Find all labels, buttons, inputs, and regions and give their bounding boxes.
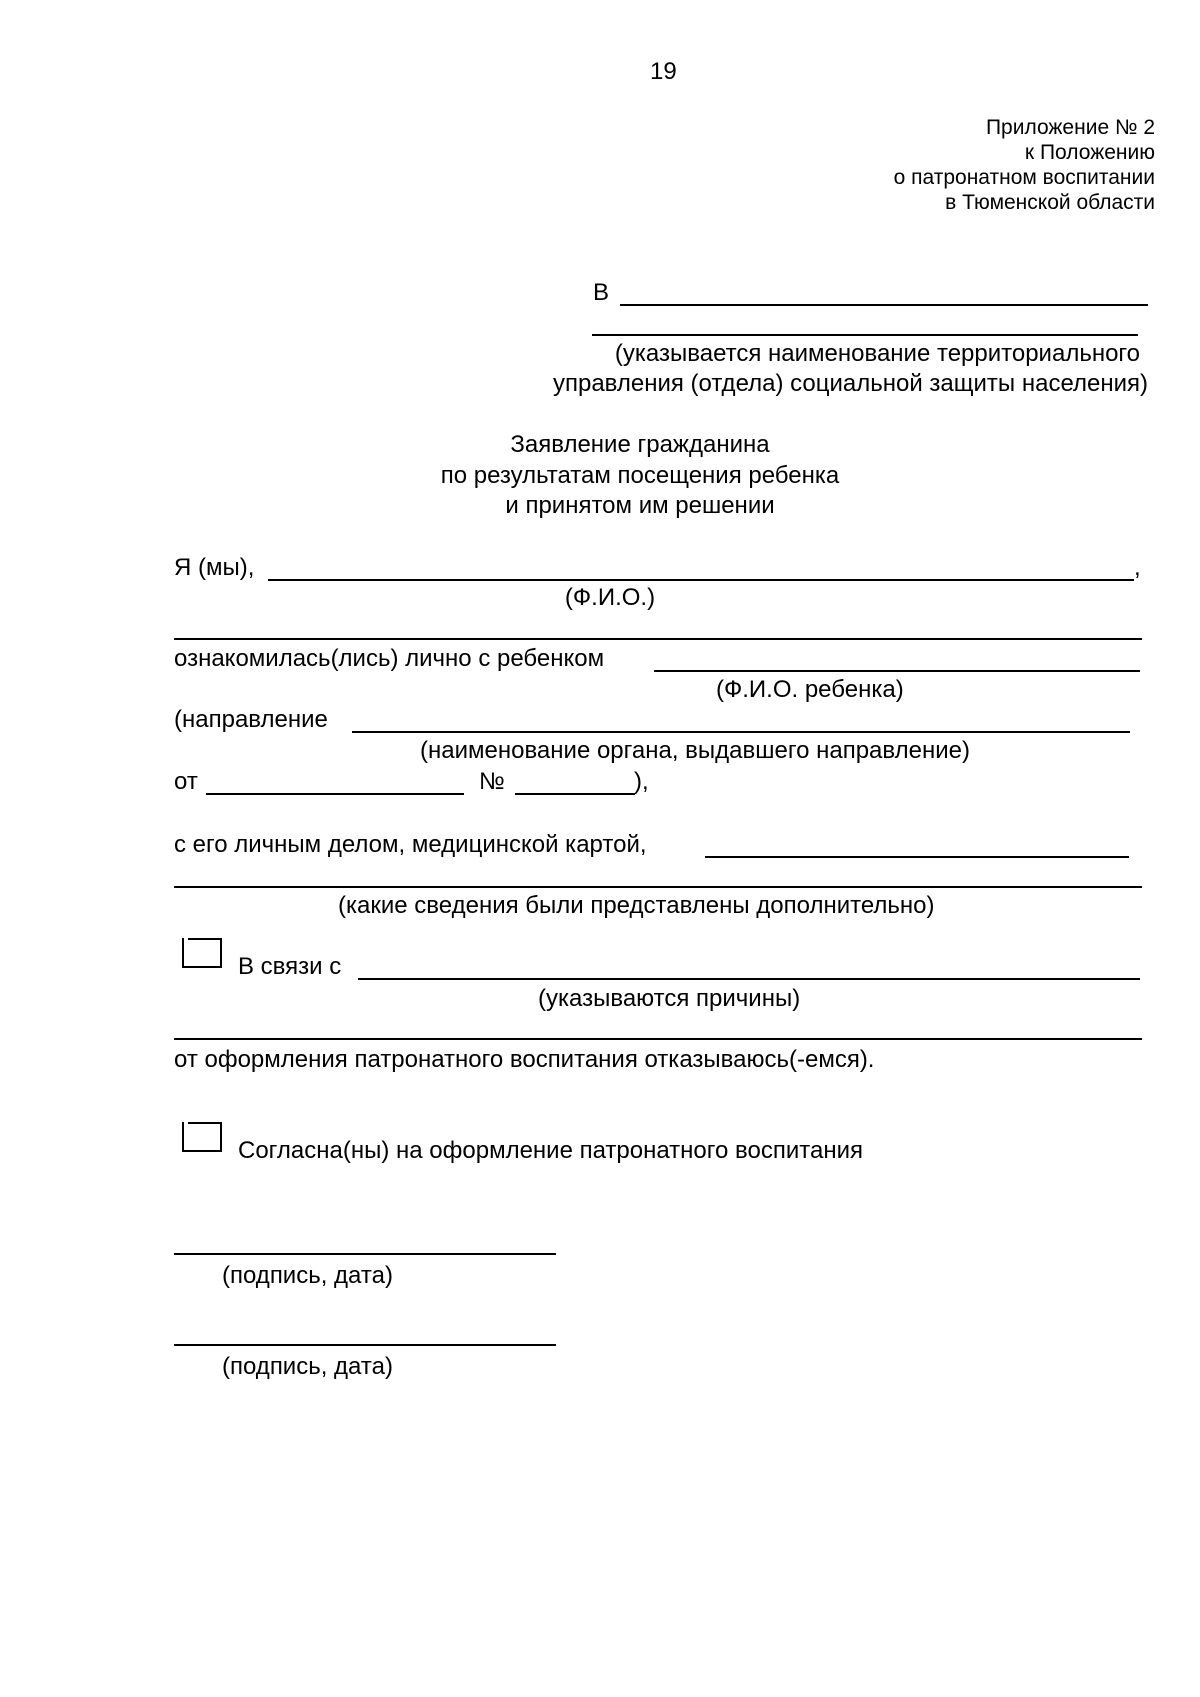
refuse-prefix: В связи с [238, 953, 342, 980]
addressee-line-1[interactable] [620, 304, 1148, 306]
applicant-comma: , [1134, 554, 1141, 581]
page-number: 19 [650, 58, 677, 85]
appendix-line-3: о патронатном воспитании [893, 166, 1155, 189]
number-label: № [479, 768, 505, 795]
applicant-caption: (Ф.И.О.) [564, 584, 656, 611]
reasons-field[interactable] [358, 978, 1140, 980]
refuse-text: от оформления патронатного воспитания отказываюсь(-емся). [174, 1046, 875, 1073]
applicant-name-field-2[interactable] [174, 638, 1142, 640]
refuse-checkbox[interactable] [182, 938, 222, 968]
addressee-caption-2: управления (отдела) социальной защиты населения) [552, 370, 1148, 397]
appendix-line-1: Приложение № 2 [985, 116, 1155, 139]
applicant-name-field[interactable] [268, 579, 1134, 581]
signature-caption-1: (подпись, дата) [222, 1262, 393, 1289]
title-line-2: по результатам посещения ребенка [440, 462, 840, 489]
addressee-caption-1: (указывается наименование территориального [614, 340, 1140, 367]
file-label: с его личным делом, медицинской картой, [174, 831, 647, 858]
title-line-1: Заявление гражданина [510, 431, 770, 458]
applicant-label: Я (мы), [174, 554, 255, 581]
reasons-field-2[interactable] [174, 1038, 1142, 1040]
agree-checkbox[interactable] [182, 1122, 222, 1152]
acquainted-label: ознакомилась(лись) лично с ребенком [174, 645, 605, 672]
additional-caption: (какие сведения были представлены дополнительно) [338, 892, 935, 919]
addressee-prefix: В [593, 279, 610, 306]
child-caption: (Ф.И.О. ребенка) [716, 676, 904, 703]
appendix-line-2: к Положению [1024, 141, 1155, 164]
appendix-line-4: в Тюменской области [945, 191, 1155, 214]
referral-caption: (наименование органа, выдавшего направление) [420, 737, 970, 764]
signature-caption-2: (подпись, дата) [222, 1353, 393, 1380]
addressee-line-2[interactable] [592, 334, 1138, 336]
signature-line-2[interactable] [174, 1344, 556, 1346]
child-name-field[interactable] [654, 670, 1140, 672]
additional-field[interactable] [174, 886, 1142, 888]
date-field[interactable] [206, 793, 464, 795]
signature-line-1[interactable] [174, 1253, 556, 1255]
agree-text: Согласна(ны) на оформление патронатного воспитания [238, 1137, 863, 1164]
from-label: от [174, 768, 198, 795]
reasons-caption: (указываются причины) [538, 985, 801, 1012]
title-line-3: и принятом им решении [505, 492, 775, 519]
appendix-header [894, 115, 1155, 215]
number-close: ), [634, 768, 649, 795]
number-field[interactable] [515, 793, 635, 795]
referral-field[interactable] [352, 731, 1130, 733]
referral-label: (направление [174, 706, 328, 733]
file-field[interactable] [705, 856, 1129, 858]
